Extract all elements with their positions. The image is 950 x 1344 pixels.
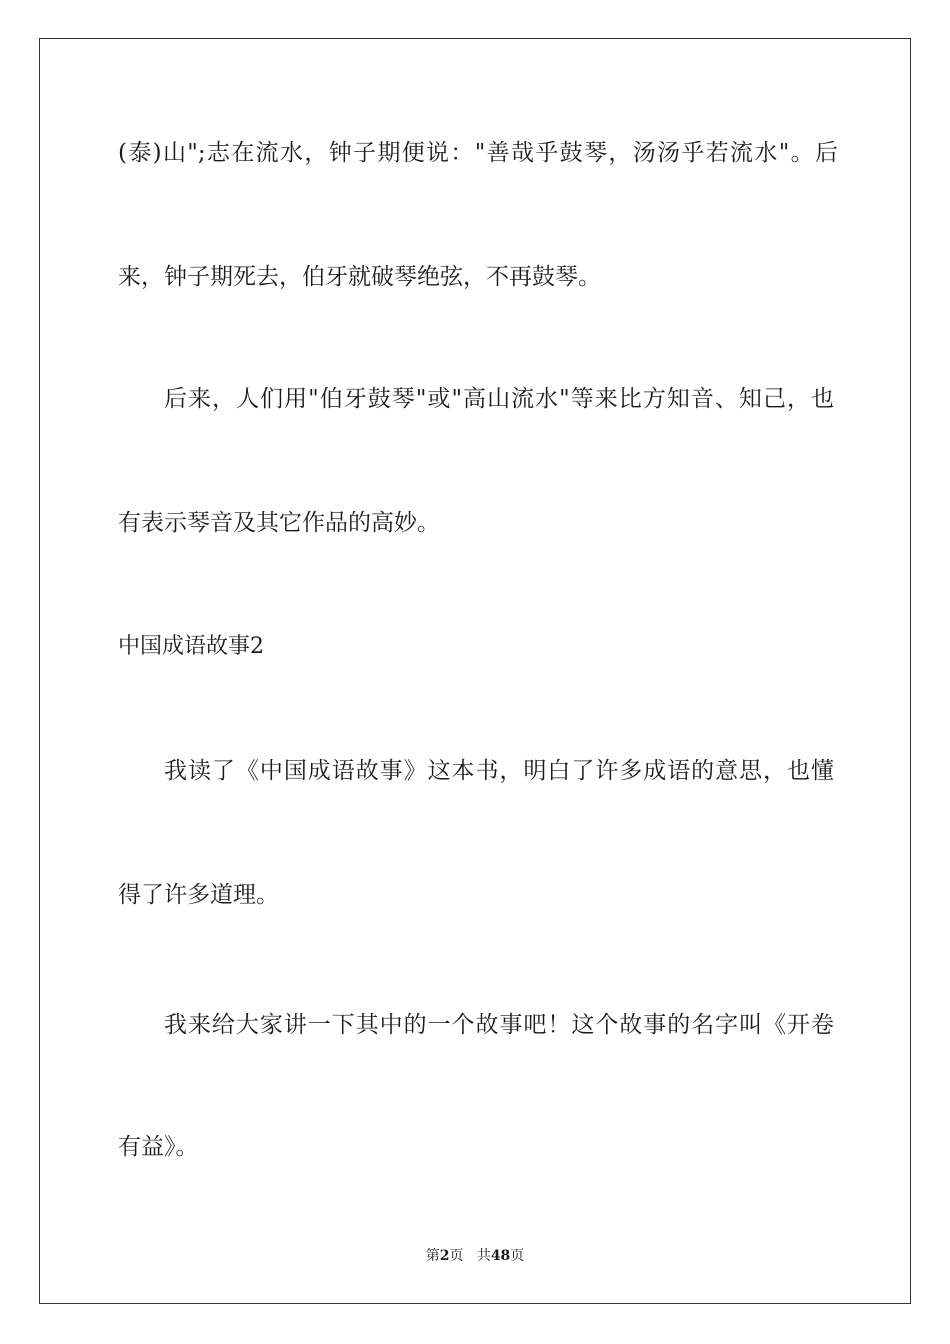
paragraph-3-line-2: 得了许多道理。: [118, 882, 279, 908]
footer-page-number: 2: [439, 1248, 450, 1264]
paragraph-2-line-2: 有表示琴音及其它作品的高妙。: [118, 510, 440, 536]
footer-page-suffix: 页: [449, 1248, 464, 1264]
footer-page-prefix: 第: [425, 1248, 440, 1264]
paragraph-4-line-2: 有益》。: [118, 1134, 199, 1160]
paragraph-1-line-1: (泰)山";志在流水，钟子期便说："善哉乎鼓琴，汤汤乎若流水"。后: [118, 140, 838, 166]
footer-total-pages: 48: [490, 1248, 511, 1264]
page-footer: [0, 1245, 950, 1265]
footer-total-prefix: 共: [476, 1248, 491, 1264]
paragraph-2-line-1: 后来，人们用"伯牙鼓琴"或"高山流水"等来比方知音、知己，也: [164, 386, 834, 412]
paragraph-3-line-1: 我读了《中国成语故事》这本书，明白了许多成语的意思，也懂: [164, 758, 834, 784]
section-heading: 中国成语故事2: [118, 634, 264, 659]
page-frame: [39, 38, 911, 1304]
footer-total-suffix: 页: [510, 1248, 525, 1264]
paragraph-4-line-1: 我来给大家讲一下其中的一个故事吧！这个故事的名字叫《开卷: [164, 1012, 834, 1038]
paragraph-1-line-2: 来，钟子期死去，伯牙就破琴绝弦，不再鼓琴。: [118, 264, 601, 290]
